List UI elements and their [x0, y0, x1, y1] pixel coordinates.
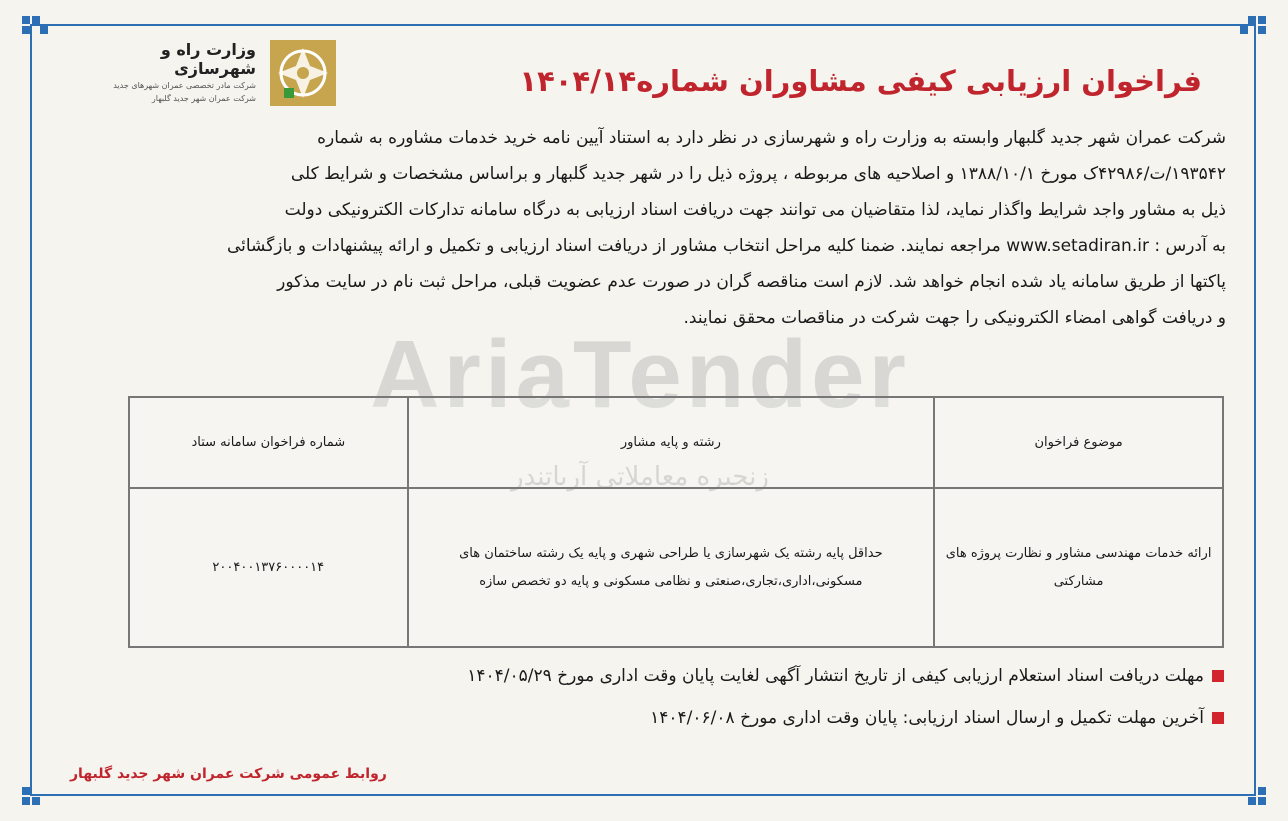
- table-row: [129, 488, 1223, 647]
- body-line: پاکتها از طریق سامانه یاد شده انجام خواهد شد. لازم است مناقصه گران در صورت عدم عضویت قبلی، مراحل ثبت نام در سایت مذکور: [277, 272, 1226, 292]
- deadline-bullet-2: [650, 708, 1224, 728]
- body-line: ۱۹۳۵۴۲/ت/۴۲۹۸۶ک مورخ ۱۳۸۸/۱۰/۱ و اصلاحیه های مربوطه ، پروژه ذیل را در شهر جدید گلبهار و براساس مشخصات و شرایط کلی: [290, 164, 1226, 184]
- announcement-body: [66, 120, 1226, 336]
- logo-subtitle-1: شرکت مادر تخصصی عمران شهرهای جدید: [113, 81, 256, 90]
- deadline-bullet-1: [467, 666, 1224, 686]
- tender-table: [128, 396, 1224, 648]
- watermark-tagline: زنجیره معاملاتی آریاتندر: [511, 462, 769, 492]
- body-line: شرکت عمران شهر جدید گلبهار وابسته به وزارت راه و شهرسازی در نظر دارد به استناد آیین نامه خرید خدمات مشاوره به شماره: [317, 128, 1226, 148]
- corner-ornament-top-right: [1238, 16, 1266, 44]
- watermark-brand: AriaTender: [370, 321, 910, 428]
- header-number: شماره فراخوان سامانه ستاد: [129, 397, 408, 488]
- logo-text: [88, 40, 256, 104]
- ministry-emblem-icon: [270, 40, 336, 106]
- corner-ornament-bottom-left: [22, 777, 50, 805]
- bullet-text: مهلت دریافت اسناد استعلام ارزیابی کیفی از تاریخ انتشار آگهی لغایت پایان وقت اداری مورخ ۱۴۰۴/۰۵/۲۹: [467, 666, 1204, 686]
- body-line: و دریافت گواهی امضاء الکترونیکی را جهت شرکت در مناقصات محقق نمایند.: [683, 308, 1226, 328]
- logo-title: وزارت راه و شهرسازی: [160, 40, 256, 78]
- body-line: ذیل به مشاور واجد شرایط واگذار نماید، لذا متقاضیان می توانند جهت دریافت اسناد ارزیابی به درگاه سامانه تدارکات الکترونیکی دولت: [284, 200, 1226, 220]
- corner-ornament-top-left: [22, 16, 50, 44]
- ministry-logo: [88, 40, 346, 122]
- bullet-square-icon: [1212, 712, 1224, 724]
- cell-qualification: حداقل پایه رشته یک شهرسازی یا طراحی شهری و پایه یک رشته ساختمان های مسکونی،اداری،تجاری،صنعتی و نظامی مسکونی و پایه دو تخصص سازه: [408, 488, 935, 647]
- corner-ornament-bottom-right: [1238, 777, 1266, 805]
- table-header-row: [129, 397, 1223, 488]
- bullet-text: آخرین مهلت تکمیل و ارسال اسناد ارزیابی: پایان وقت اداری مورخ ۱۴۰۴/۰۶/۰۸: [650, 708, 1204, 728]
- header-qualification: رشته و پایه مشاور: [408, 397, 935, 488]
- body-line: به آدرس : www.setadiran.ir مراجعه نمایند. ضمنا کلیه مراحل انتخاب مشاور از دریافت اسناد ارزیابی و تکمیل و ارائه پیشنهادات و بازگشائی: [226, 236, 1226, 256]
- announcement-title: فراخوان ارزیابی کیفی مشاوران شماره۱۴۰۴/۱۴: [519, 64, 1202, 98]
- public-relations-footer: روابط عمومی شرکت عمران شهر جدید گلبهار: [70, 766, 387, 782]
- bullet-square-icon: [1212, 670, 1224, 682]
- cell-number: ۲۰۰۴۰۰۱۳۷۶۰۰۰۰۱۴: [129, 488, 408, 647]
- header-subject: موضوع فراخوان: [934, 397, 1223, 488]
- cell-subject: ارائه خدمات مهندسی مشاور و نظارت پروژه های مشارکتی: [934, 488, 1223, 647]
- logo-subtitle-2: شرکت عمران شهر جدید گلبهار: [151, 94, 256, 103]
